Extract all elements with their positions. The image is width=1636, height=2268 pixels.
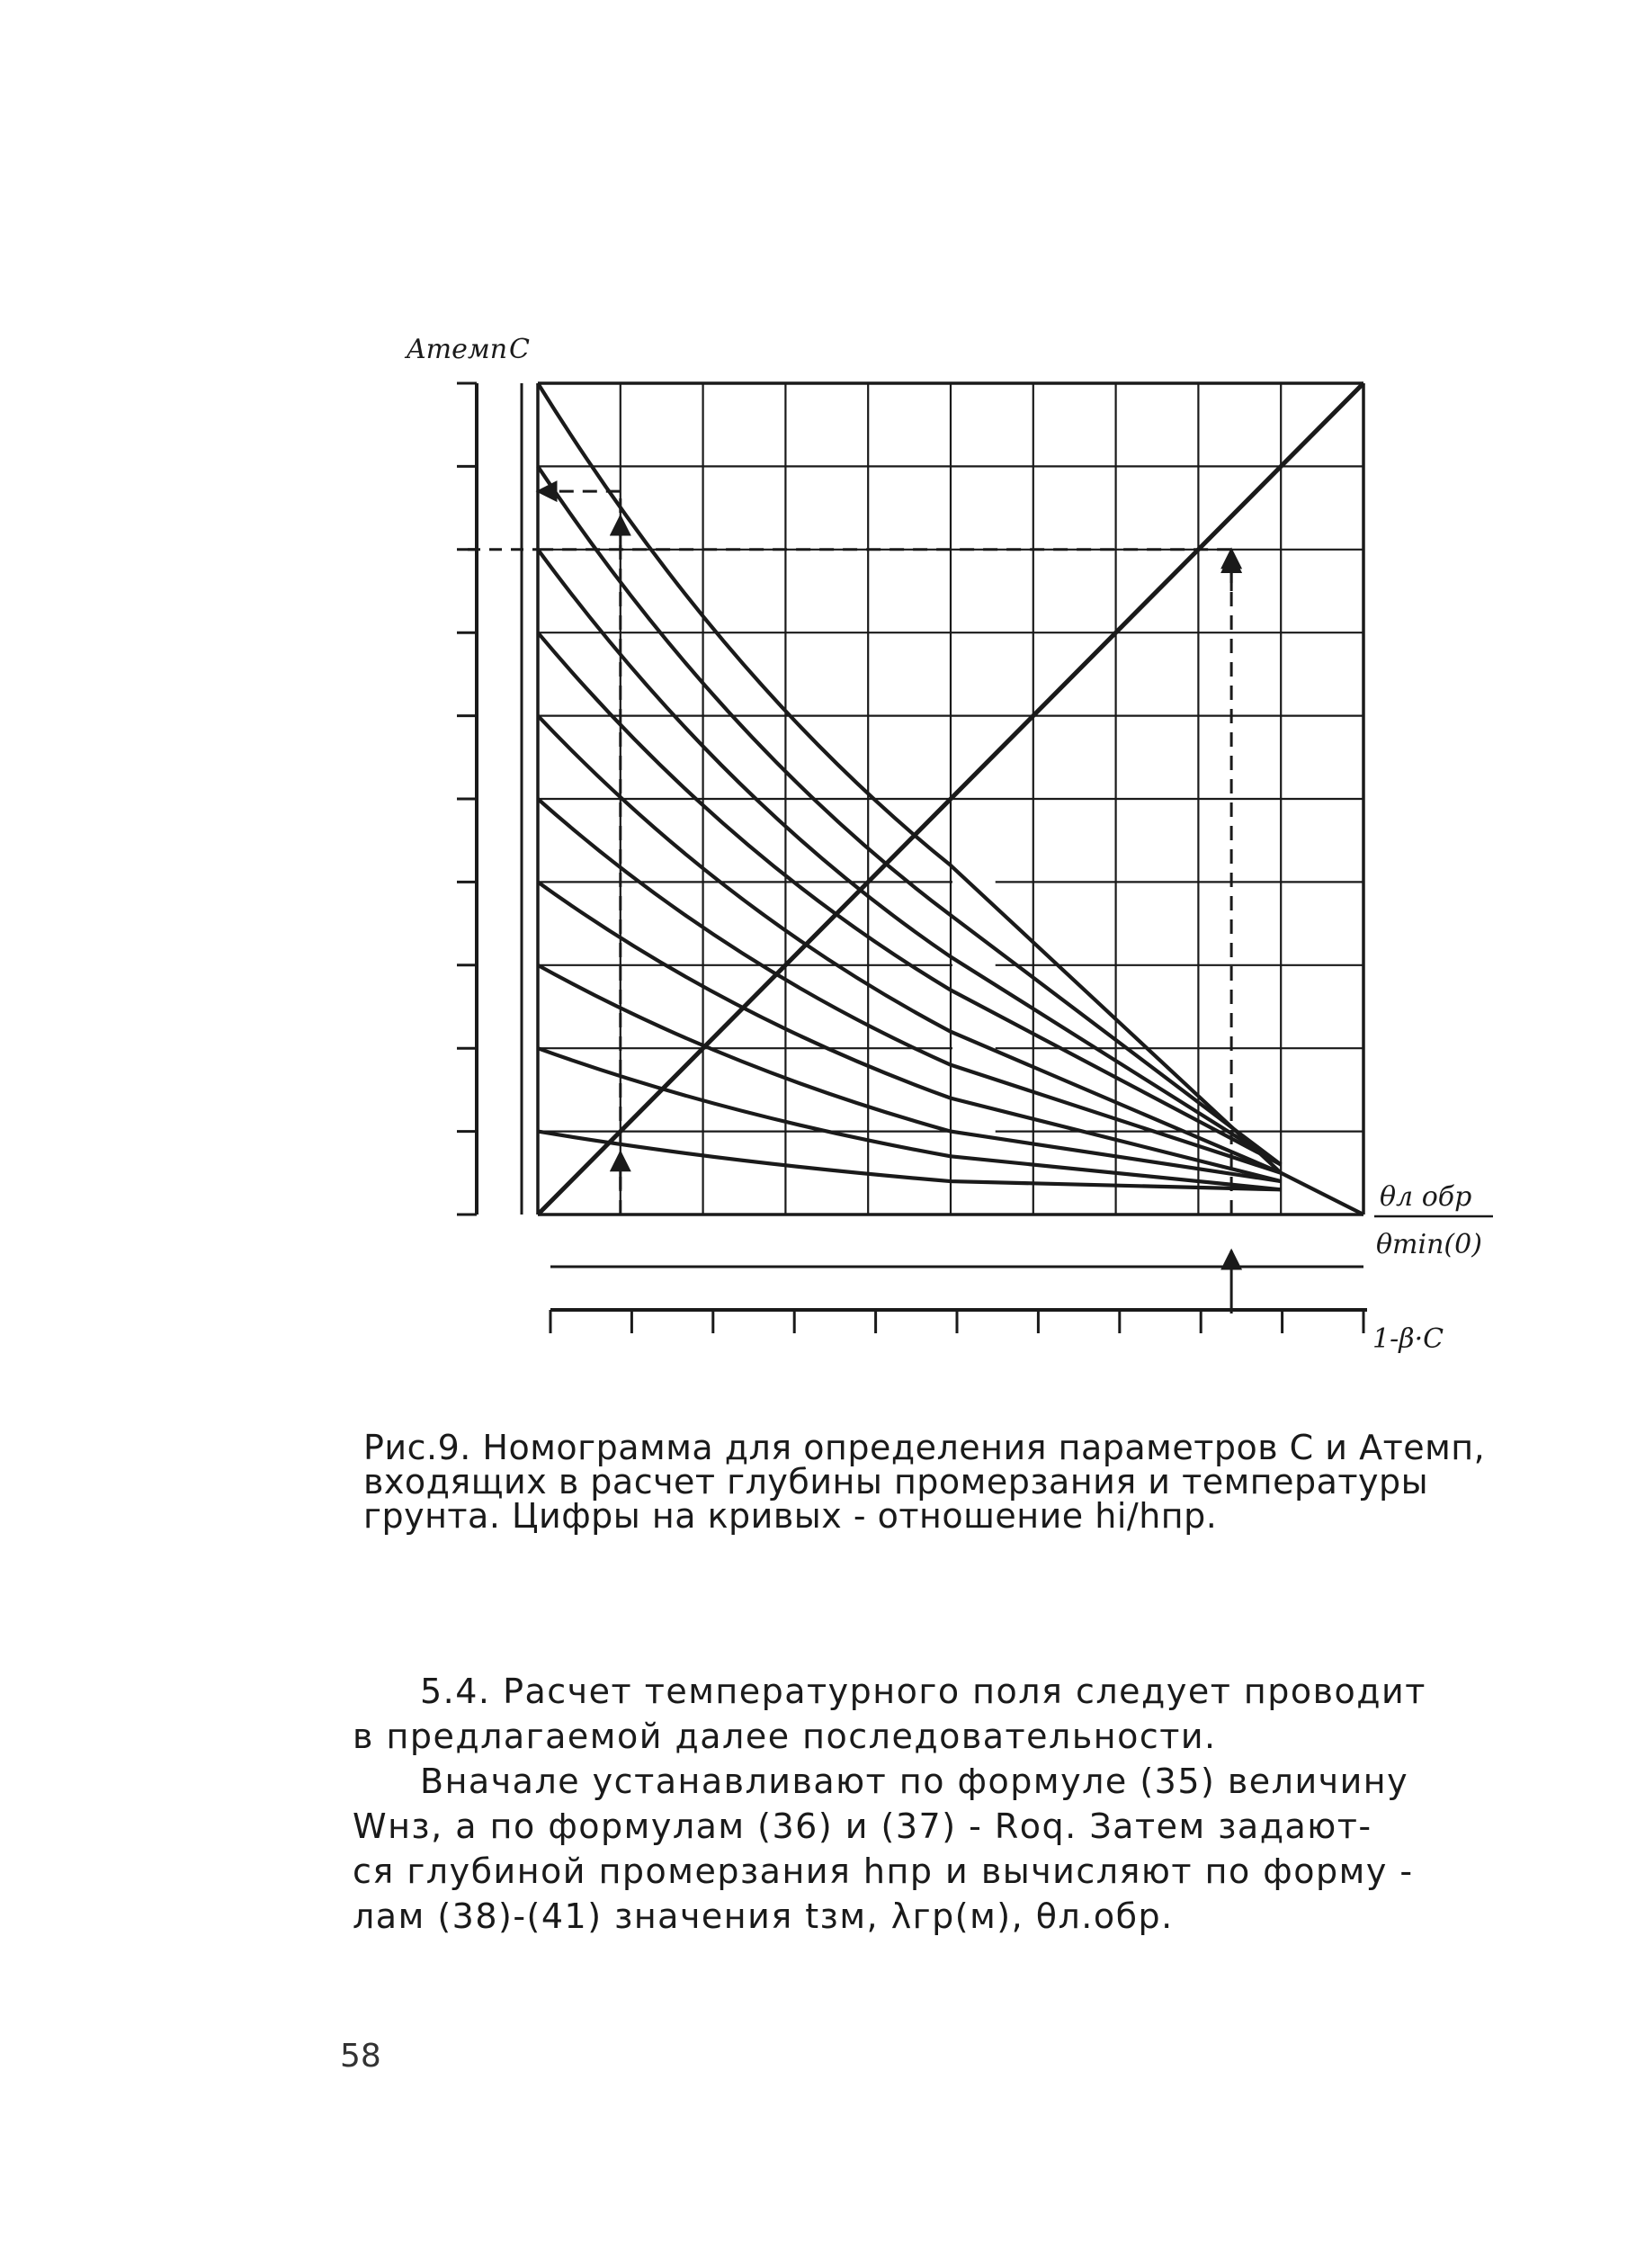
body-line-6: лам (38)-(41) значения tзм, λгр(м), θл.обр.	[353, 1896, 1174, 1936]
x-secondary-axis-label: 1-β·C	[1372, 1323, 1444, 1355]
curve-0-8	[538, 550, 1281, 1165]
x-axis-label-denominator: θmin(0)	[1376, 1229, 1482, 1260]
y-inner-axis-label: C	[509, 334, 530, 365]
y-outer-axis-label: Aтемп	[407, 334, 508, 365]
body-line-3: Вначале устанавливают по формуле (35) величину	[420, 1762, 1409, 1801]
body-line-4: Wнз, а по формулам (36) и (37) - Rоq. Затем задают-	[353, 1806, 1372, 1846]
curve-label-band	[952, 870, 996, 1190]
page-number: 58	[340, 2038, 381, 2075]
caption-line-1: Рис.9. Номограмма для определения параметров С и Атемп,	[363, 1428, 1486, 1467]
caption-line-2: входящих в расчет глубины промерзания и температуры	[363, 1462, 1429, 1502]
curve-0-5	[538, 799, 1281, 1173]
body-line-2: в предлагаемой далее последовательности.	[353, 1717, 1217, 1756]
x-axis-label-numerator: θл обр	[1380, 1181, 1472, 1213]
curve-0-9	[538, 466, 1281, 1164]
curve-0-1	[538, 1132, 1281, 1190]
body-text	[353, 1669, 1513, 1939]
figure-caption	[363, 1428, 1497, 1536]
body-line-5: ся глубиной промерзания hпр и вычисляют по форму -	[353, 1851, 1414, 1891]
body-line-1: 5.4. Расчет температурного поля следует проводит	[420, 1672, 1426, 1711]
caption-line-3: грунта. Цифры на кривых - отношение hi/hпр.	[363, 1496, 1218, 1536]
